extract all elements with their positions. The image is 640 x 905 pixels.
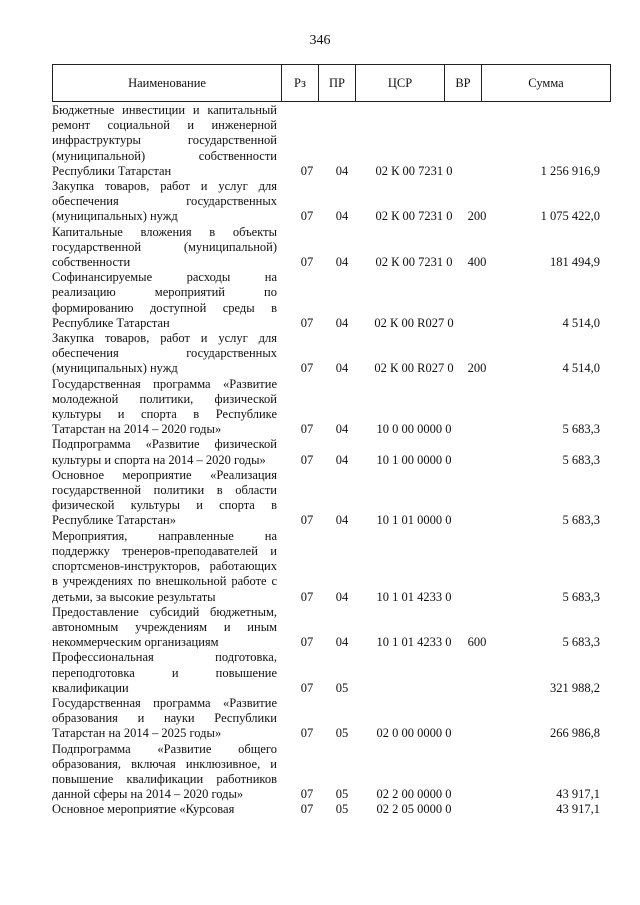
row-sum: 5 683,3 bbox=[562, 513, 600, 528]
row-rz: 07 bbox=[300, 361, 314, 376]
row-pr: 05 bbox=[335, 680, 349, 695]
row-pr: 04 bbox=[335, 635, 349, 650]
row-rz: 07 bbox=[300, 452, 314, 467]
row-pr: 04 bbox=[335, 452, 349, 467]
page-number: 346 bbox=[309, 33, 331, 48]
row-sum: 4 514,0 bbox=[562, 315, 600, 330]
header-sum: Сумма bbox=[482, 65, 611, 102]
table-row bbox=[52, 103, 612, 179]
row-pr: 04 bbox=[335, 209, 349, 224]
table-header bbox=[52, 64, 611, 102]
header-rz: Рз bbox=[282, 65, 319, 102]
row-name: Капитальные вложения в объекты государственной (муниципальной) собственности bbox=[52, 224, 277, 270]
row-rz: 07 bbox=[300, 787, 314, 802]
row-pr: 04 bbox=[335, 361, 349, 376]
table-row bbox=[52, 529, 612, 605]
row-csr: 10 1 01 4233 0 bbox=[376, 589, 452, 604]
row-csr: 02 К 00 7231 0 bbox=[375, 163, 453, 178]
row-rz: 07 bbox=[300, 422, 314, 437]
row-vr: 400 bbox=[467, 255, 487, 270]
row-sum: 5 683,3 bbox=[562, 635, 600, 650]
row-vr: 600 bbox=[467, 635, 487, 650]
row-csr: 02 К 00 7231 0 bbox=[375, 209, 453, 224]
table-row bbox=[52, 437, 612, 467]
row-rz: 07 bbox=[300, 802, 314, 817]
row-pr: 05 bbox=[335, 787, 349, 802]
row-name: Подпрограмма «Развитие общего образования, включая инклюзивное, и повышение квалификации работников данной сферы на 2014 – 2020 годы» bbox=[52, 741, 277, 802]
header-pr: ПР bbox=[319, 65, 356, 102]
row-csr: 10 1 01 4233 0 bbox=[376, 635, 452, 650]
row-name: Закупка товаров, работ и услуг для обеспечения государственных (муниципальных) нужд bbox=[52, 331, 277, 376]
row-sum: 43 917,1 bbox=[556, 802, 600, 817]
header-vr: ВР bbox=[445, 65, 482, 102]
table-body bbox=[52, 103, 612, 818]
row-pr: 04 bbox=[335, 163, 349, 178]
row-pr: 04 bbox=[335, 422, 349, 437]
row-vr: 200 bbox=[467, 209, 487, 224]
row-rz: 07 bbox=[300, 635, 314, 650]
row-name: Профессиональная подготовка, переподготовка и повышение квалификации bbox=[52, 650, 277, 695]
table-row bbox=[52, 468, 612, 529]
row-csr: 02 К 00 R027 0 bbox=[374, 315, 454, 330]
row-csr: 02 К 00 7231 0 bbox=[375, 255, 453, 270]
row-rz: 07 bbox=[300, 315, 314, 330]
row-vr: 200 bbox=[467, 361, 487, 376]
row-rz: 07 bbox=[300, 255, 314, 270]
row-sum: 1 075 422,0 bbox=[540, 209, 600, 224]
header-csr: ЦСР bbox=[356, 65, 445, 102]
row-csr: 02 2 05 0000 0 bbox=[376, 802, 452, 817]
row-pr: 05 bbox=[335, 726, 349, 741]
row-rz: 07 bbox=[300, 726, 314, 741]
row-csr: 10 1 00 0000 0 bbox=[376, 452, 452, 467]
row-sum: 1 256 916,9 bbox=[540, 163, 600, 178]
row-csr: 02 0 00 0000 0 bbox=[376, 726, 452, 741]
table-row bbox=[52, 179, 612, 225]
table-row bbox=[52, 650, 612, 696]
row-name: Бюджетные инвестиции и капитальный ремонт социальной и инженерной инфраструктуры государственной (муниципальной) собственности Республики Татарстан bbox=[52, 103, 277, 178]
row-name: Государственная программа «Развитие молодежной политики, физической культуры и спорта в Республике Татарстан на 2014 – 2020 годы» bbox=[52, 376, 277, 437]
row-name: Государственная программа «Развитие образования и науки Республики Татарстан на 2014 – 2025 годы» bbox=[52, 695, 277, 741]
table-row bbox=[52, 605, 612, 651]
row-csr: 02 К 00 R027 0 bbox=[374, 361, 454, 376]
header-name: Наименование bbox=[53, 65, 282, 102]
row-rz: 07 bbox=[300, 589, 314, 604]
row-rz: 07 bbox=[300, 513, 314, 528]
row-sum: 4 514,0 bbox=[562, 361, 600, 376]
row-pr: 04 bbox=[335, 513, 349, 528]
row-sum: 321 988,2 bbox=[550, 680, 600, 695]
row-sum: 266 986,8 bbox=[550, 726, 600, 741]
table-row bbox=[52, 742, 612, 803]
row-csr: 02 2 00 0000 0 bbox=[376, 787, 452, 802]
row-name: Закупка товаров, работ и услуг для обеспечения государственных (муниципальных) нужд bbox=[52, 179, 277, 224]
row-name: Софинансируемые расходы на реализацию мероприятий по формированию доступной среды в Республике Татарстан bbox=[52, 270, 277, 330]
table-row bbox=[52, 225, 612, 271]
table-row bbox=[52, 377, 612, 438]
row-pr: 05 bbox=[335, 802, 349, 817]
row-sum: 43 917,1 bbox=[556, 787, 600, 802]
row-name: Подпрограмма «Развитие физической культуры и спорта на 2014 – 2020 годы» bbox=[52, 437, 277, 467]
row-sum: 5 683,3 bbox=[562, 422, 600, 437]
row-csr: 10 0 00 0000 0 bbox=[376, 422, 452, 437]
row-pr: 04 bbox=[335, 255, 349, 270]
table-row bbox=[52, 802, 612, 817]
table-row bbox=[52, 696, 612, 742]
row-sum: 5 683,3 bbox=[562, 589, 600, 604]
row-name: Основное мероприятие «Курсовая bbox=[52, 802, 235, 817]
row-name: Мероприятия, направленные на поддержку тренеров-преподавателей и спортсменов-инструкторов, работающих в учреждениях по внешкольной работе с детьми, за высокие результаты bbox=[52, 528, 277, 604]
row-pr: 04 bbox=[335, 589, 349, 604]
table-row bbox=[52, 270, 612, 331]
row-name: Предоставление субсидий бюджетным, автономным учреждениям и иным некоммерческим организациям bbox=[52, 604, 277, 650]
row-rz: 07 bbox=[300, 209, 314, 224]
row-rz: 07 bbox=[300, 680, 314, 695]
row-csr: 10 1 01 0000 0 bbox=[376, 513, 452, 528]
row-name: Основное мероприятие «Реализация государственной политики в области физической культуры и спорта в Республике Татарстан» bbox=[52, 467, 277, 528]
row-sum: 5 683,3 bbox=[562, 452, 600, 467]
table-row bbox=[52, 331, 612, 377]
row-sum: 181 494,9 bbox=[550, 255, 600, 270]
row-rz: 07 bbox=[300, 163, 314, 178]
row-pr: 04 bbox=[335, 315, 349, 330]
